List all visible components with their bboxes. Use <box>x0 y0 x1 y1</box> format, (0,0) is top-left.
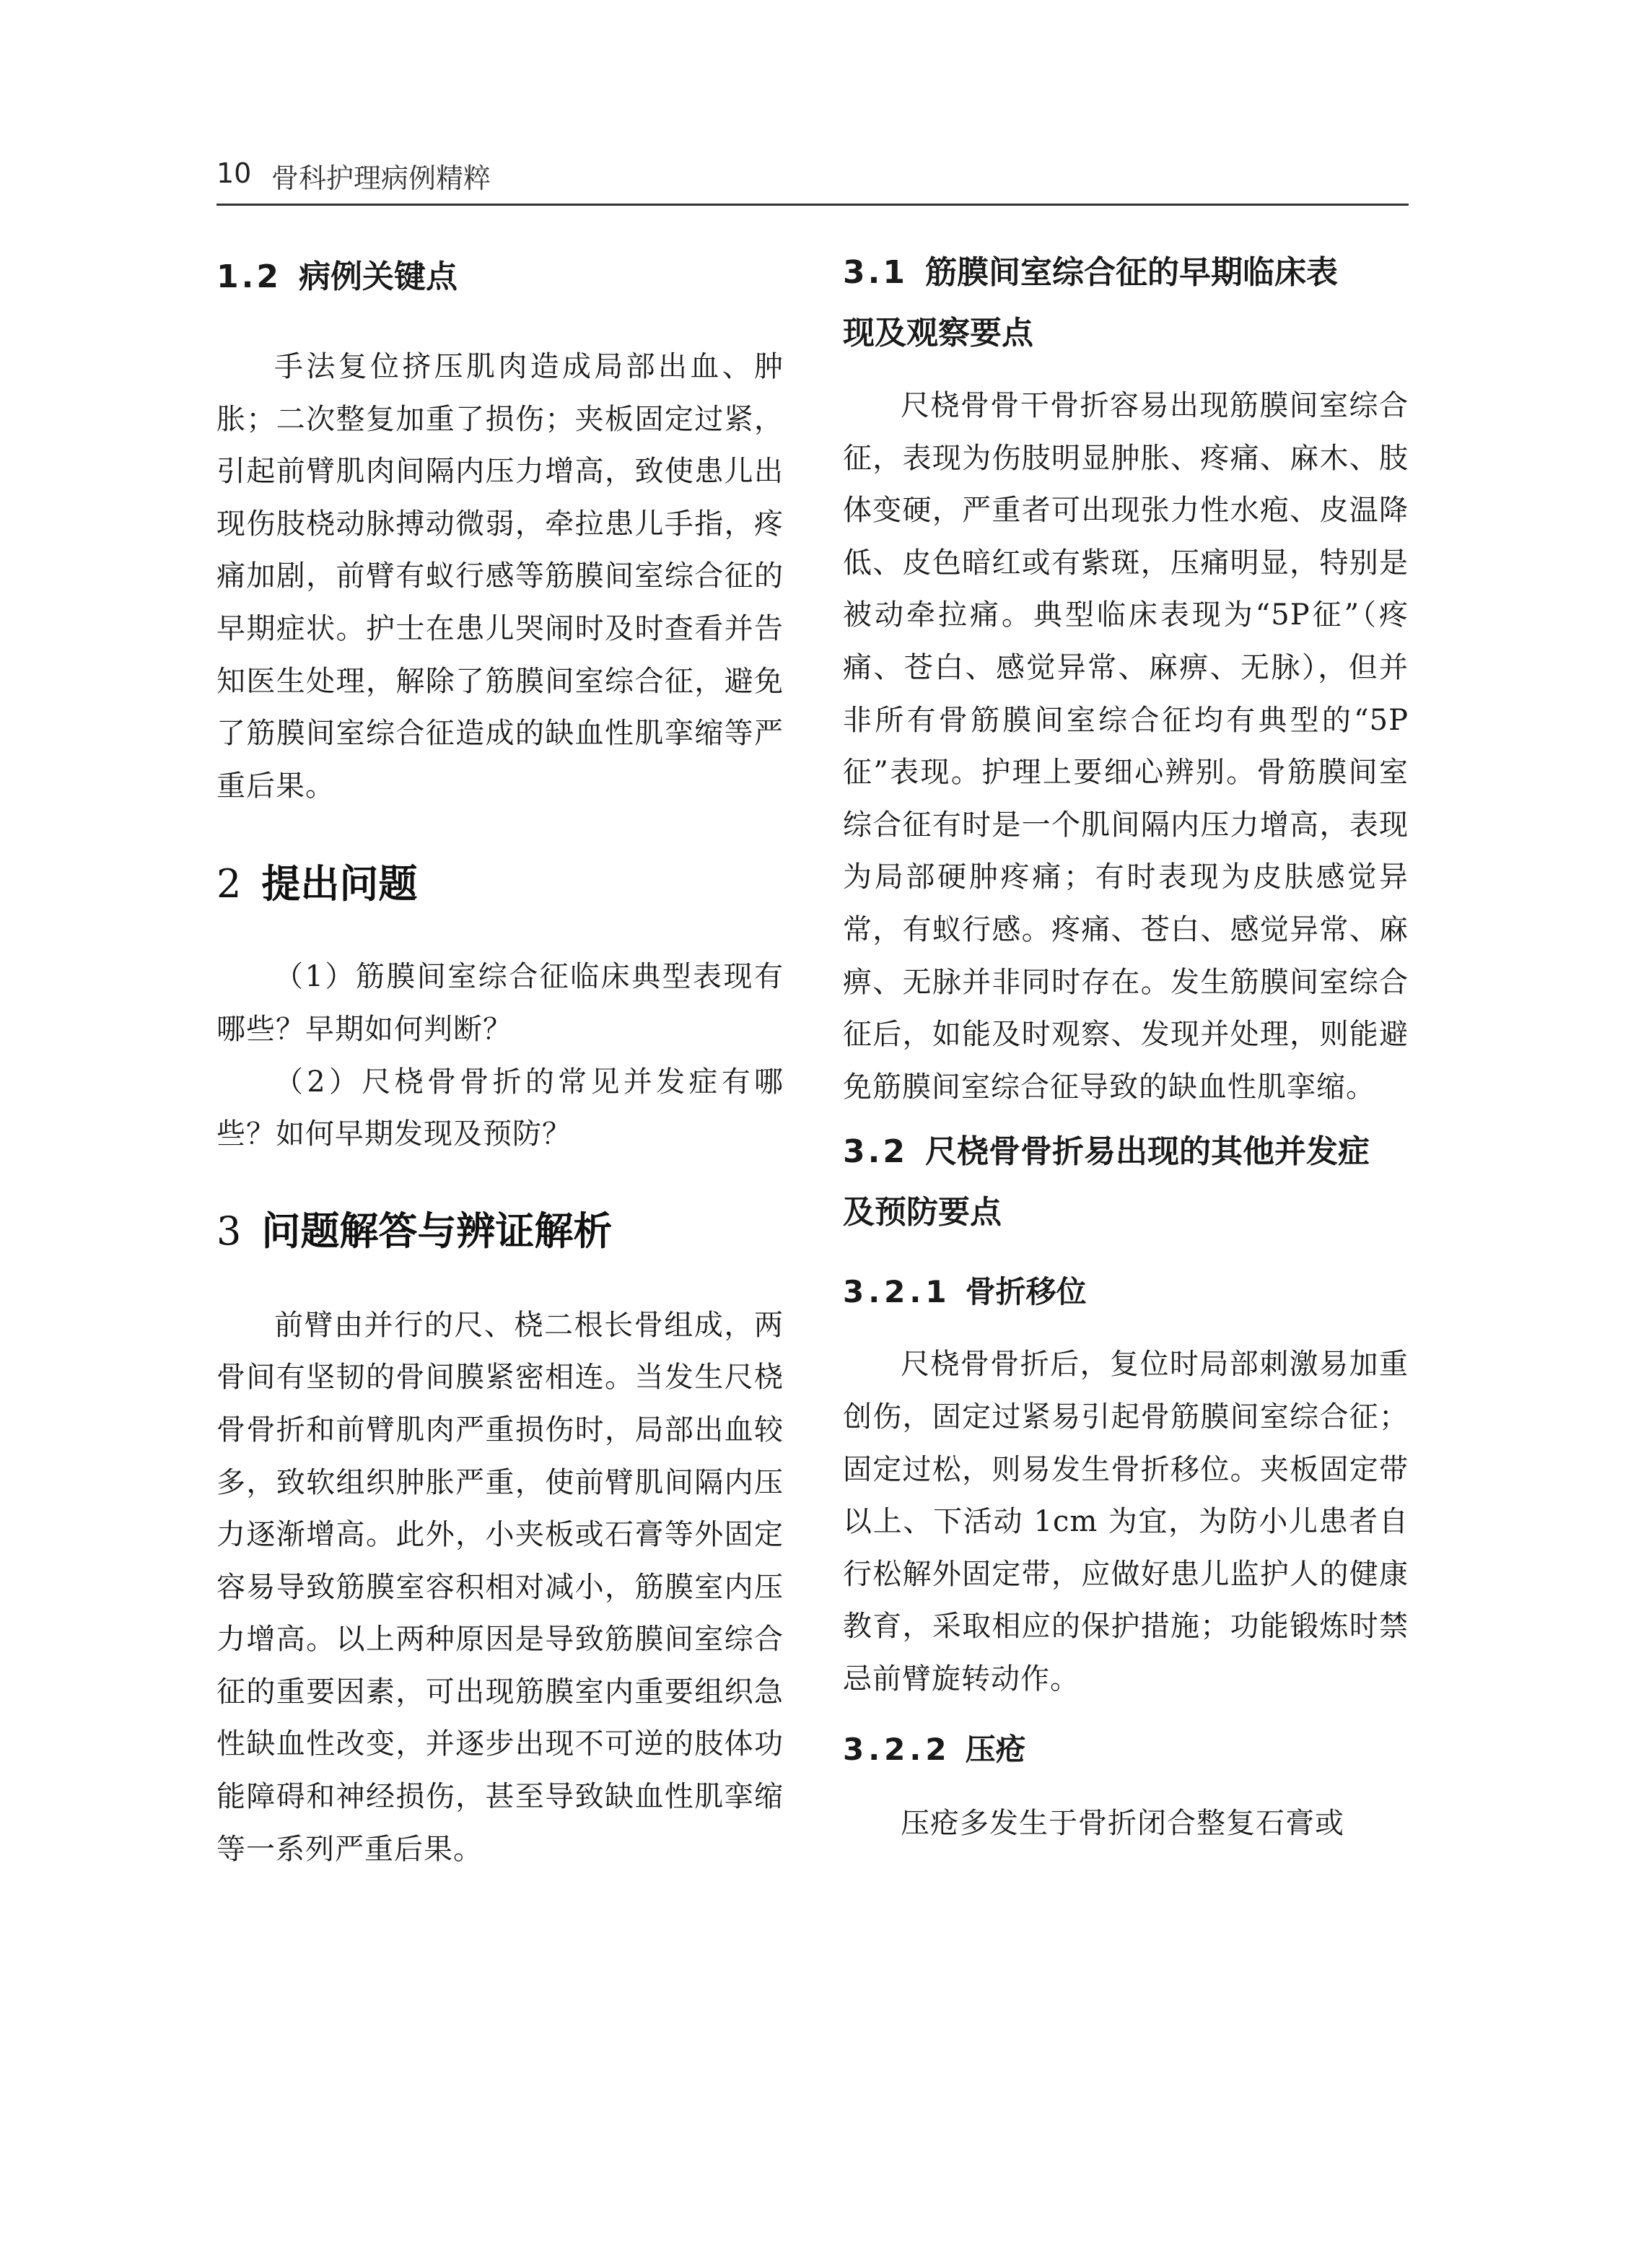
section-number: 3 <box>216 1208 242 1254</box>
section-3-2-heading <box>843 1122 1409 1243</box>
section-3-1-paragraph: 尺桡骨骨干骨折容易出现筋膜间室综合征，表现为伤肢明显肿胀、疼痛、麻木、肢体变硬，严重者可出现张力性水疱、皮温降低、皮色暗红或有紫斑，压痛明显，特别是被动牵拉痛。典型临床表现为“5P征”（疼痛、苍白、感觉异常、麻痹、无脉），但并非所有骨筋膜间室综合征均有典型的“5P征”表现。护理上要细心辨别。骨筋膜间室综合征有时是一个肌间隔内压力增高，表现为局部硬肿疼痛；有时表现为皮肤感觉异常，有蚁行感。疼痛、苍白、感觉异常、麻痹、无脉并非同时存在。发生筋膜间室综合征后，如能及时观察、发现并处理，则能避免筋膜间室综合征导致的缺血性肌挛缩。 <box>843 389 1409 1104</box>
section-1-2-paragraph: 手法复位挤压肌肉造成局部出血、肿胀；二次整复加重了损伤；夹板固定过紧，引起前臂肌肉间隔内压力增高，致使患儿出现伤肢桡动脉搏动微弱，牵拉患儿手指，疼痛加剧，前臂有蚁行感等筋膜间室综合征的早期症状。护士在患儿哭闹时及时查看并告知医生处理，解除了筋膜间室综合征，避免了筋膜间室综合征造成的缺血性肌挛缩等严重后果。 <box>216 350 784 803</box>
section-number: 3.2.1 <box>843 1274 951 1310</box>
book-title: 骨科护理病例精粹 <box>271 162 491 194</box>
section-number: 2 <box>216 861 242 907</box>
section-number: 1.2 <box>216 258 281 295</box>
section-title: 提出问题 <box>261 861 418 907</box>
section-number: 3.2 <box>843 1133 908 1171</box>
right-column <box>843 245 1409 1850</box>
section-title: 骨折移位 <box>965 1274 1087 1310</box>
section-3-2-2-paragraph: 压疮多发生于骨折闭合整复石膏或 <box>901 1807 1344 1841</box>
section-3-paragraph: 前臂由并行的尺、桡二根长骨组成，两骨间有坚韧的骨间膜紧密相连。当发生尺桡骨骨折和前臂肌肉严重损伤时，局部出血较多，致软组织肿胀严重，使前臂肌间隔内压力逐渐增高。此外，小夹板或石膏等外固定容易导致筋膜室容积相对减小，筋膜室内压力增高。以上两种原因是导致筋膜间室综合征的重要因素，可出现筋膜室内重要组织急性缺血性改变，并逐步出现不可逆的肢体功能障碍和神经损伤，甚至导致缺血性肌挛缩等一系列严重后果。 <box>216 1308 784 1866</box>
section-title-line1: 筋膜间室综合征的早期临床表 <box>924 254 1338 291</box>
section-title-line1: 尺桡骨骨折易出现的其他并发症 <box>924 1133 1370 1171</box>
question-item-2: （2）尺桡骨骨折的常见并发症有哪些？如何早期发现及预防？ <box>216 1065 784 1151</box>
section-title: 压疮 <box>965 1732 1026 1768</box>
question-list <box>216 951 784 1160</box>
section-number: 3.2.2 <box>843 1732 951 1768</box>
section-3-2-1-heading <box>843 1262 1409 1322</box>
page-number: 10 <box>216 157 252 189</box>
section-3-1-heading <box>843 243 1409 364</box>
left-column <box>216 245 784 1875</box>
section-title-line2: 及预防要点 <box>843 1194 1002 1231</box>
running-header <box>216 152 1409 206</box>
section-3-2-1-paragraph: 尺桡骨骨折后，复位时局部刺激易加重创伤，固定过紧易引起骨筋膜间室综合征；固定过松，则易发生骨折移位。夹板固定带以上、下活动 1cm 为宜，为防小儿患者自行松解外固定带，应做好患儿监护人的健康教育，采取相应的保护措施；功能锻炼时禁忌前臂旋转动作。 <box>843 1348 1409 1696</box>
section-1-2-heading <box>216 247 784 308</box>
question-item-1: （1）筋膜间室综合征临床典型表现有哪些？早期如何判断？ <box>216 960 784 1046</box>
section-2-heading <box>216 850 784 919</box>
section-3-2-2-heading <box>843 1719 1409 1780</box>
section-title: 问题解答与辨证解析 <box>261 1208 613 1254</box>
section-number: 3.1 <box>843 254 908 291</box>
section-title-line2: 现及观察要点 <box>843 315 1033 352</box>
section-3-heading <box>216 1197 784 1266</box>
section-title: 病例关键点 <box>298 258 458 295</box>
